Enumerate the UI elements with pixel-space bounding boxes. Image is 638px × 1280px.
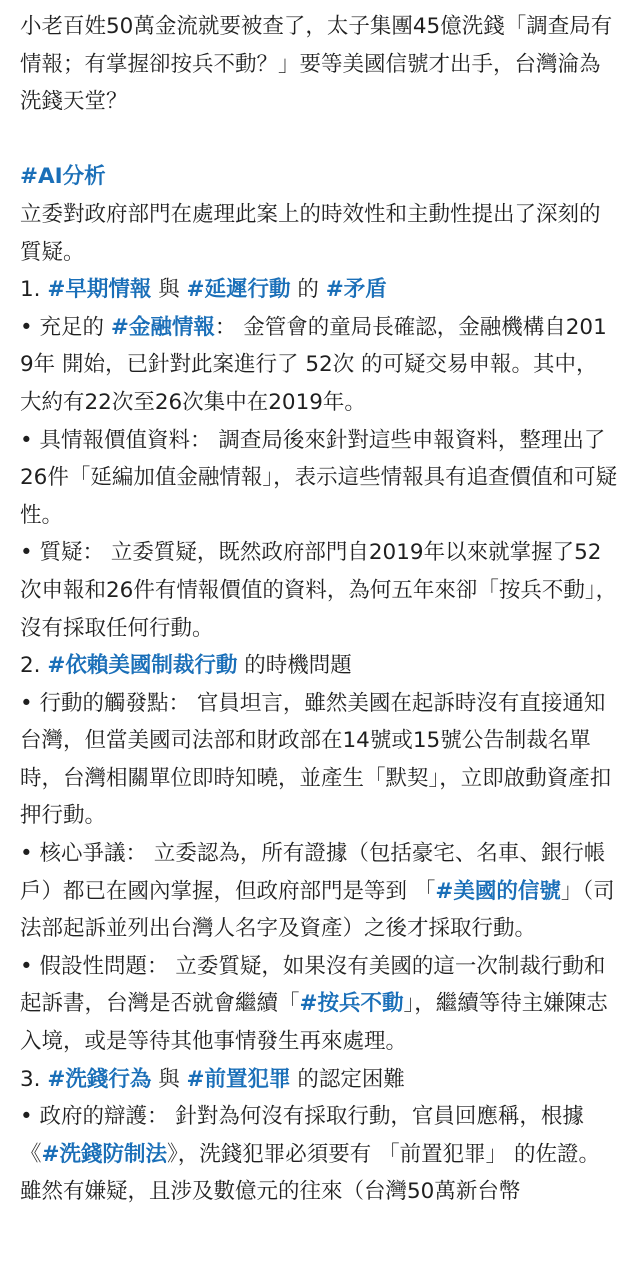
heading-text: 的認定困難	[290, 1066, 405, 1092]
hashtag-hold-troops[interactable]: #按兵不動	[299, 991, 404, 1017]
section-3-bullet-1	[20, 1098, 618, 1211]
section-1-bullet-2: • 具情報價值資料： 調查局後來針對這些申報資料，整理出了 26件「延編加值金融情報」，表示這些情報具有追查價值和可疑性。	[20, 427, 618, 528]
section-number: 3.	[20, 1066, 48, 1092]
section-3-heading	[20, 1061, 618, 1099]
section-1-heading	[20, 271, 618, 309]
bullet-text: • 充足的	[20, 314, 111, 340]
hashtag-early-intel[interactable]: #早期情報	[47, 277, 152, 303]
bullet-text: 」（司法部起訴並列出台灣人名字及資產）之後才採取行動。	[20, 878, 615, 942]
hashtag-ai-analysis[interactable]: #AI分析	[20, 164, 106, 190]
section-number: 2.	[20, 653, 48, 679]
bullet-text: • 核心爭議： 立委認為，所有證據（包括豪宅、名車、銀行帳戶）都已在國內掌握，但政府部門是等到 「	[20, 841, 606, 904]
paragraph-gap	[20, 121, 618, 159]
analysis-lead: 立委對政府部門在處理此案上的時效性和主動性提出了深刻的質疑。	[20, 201, 601, 265]
bullet-text: 》，洗錢犯罪必須要有 「前置犯罪」 的佐證。雖然有嫌疑，且涉及數億元的往來（台灣50萬新台幣	[20, 1141, 600, 1205]
section-2-heading	[20, 647, 618, 685]
section-2-bullet-3	[20, 948, 618, 1061]
hashtag-financial-intel[interactable]: #金融情報	[110, 314, 215, 340]
section-1-bullet-3: • 質疑： 立委質疑，既然政府部門自2019年以來就掌握了52次申報和26件有情報價值的資料，為何五年來卻「按兵不動」，沒有採取任何行動。	[20, 540, 618, 641]
bullet-text: • 假設性問題： 立委質疑，如果沒有美國的這一次制裁行動和起訴書，台灣是否就會繼續「	[20, 953, 606, 1017]
section-1-bullet-1	[20, 309, 618, 422]
hashtag-aml-act[interactable]: #洗錢防制法	[41, 1141, 168, 1167]
bullet-text: ： 金管會的童局長確認，金融機構自2019年 開始，已針對此案進行了 52次 的可疑交易申報。其中，大約有22次至26次集中在2019年。	[20, 314, 607, 415]
post-intro: 小老百姓50萬金流就要被查了，太子集團45億洗錢「調查局有情報；有掌握卻按兵不動？」要等美國信號才出手，台灣淪為洗錢天堂？	[20, 14, 613, 115]
heading-connector: 與	[151, 1066, 187, 1092]
hashtag-predicate-crime[interactable]: #前置犯罪	[186, 1066, 291, 1092]
hashtag-us-signal[interactable]: #美國的信號	[435, 878, 561, 904]
section-2-bullet-1: • 行動的觸發點： 官員坦言，雖然美國在起訴時沒有直接通知台灣，但當美國司法部和財政部在14號或15號公告制裁名單時，台灣相關單位即時知曉，並產生「默契」，立即啟動資產扣押行動。	[20, 690, 612, 829]
ai-analysis-tag-line	[20, 158, 618, 196]
hashtag-contradiction[interactable]: #矛盾	[325, 277, 387, 303]
hashtag-us-sanctions[interactable]: #依賴美國制裁行動	[47, 653, 238, 679]
section-number: 1.	[20, 277, 48, 303]
hashtag-delayed-action[interactable]: #延遲行動	[186, 277, 291, 303]
bullet-text: 」，繼續等待主嫌陳志入境，或是等待其他事情發生再來處理。	[20, 991, 608, 1055]
bullet-text: • 政府的辯護： 針對為何沒有採取行動，官員回應稱，根據《	[20, 1104, 584, 1167]
scroll-fade	[0, 1262, 638, 1280]
heading-connector: 的	[290, 277, 326, 303]
section-2-bullet-2	[20, 835, 618, 948]
heading-connector: 與	[151, 277, 187, 303]
heading-text: 的時機問題	[237, 653, 352, 679]
hashtag-money-laundering[interactable]: #洗錢行為	[47, 1066, 152, 1092]
